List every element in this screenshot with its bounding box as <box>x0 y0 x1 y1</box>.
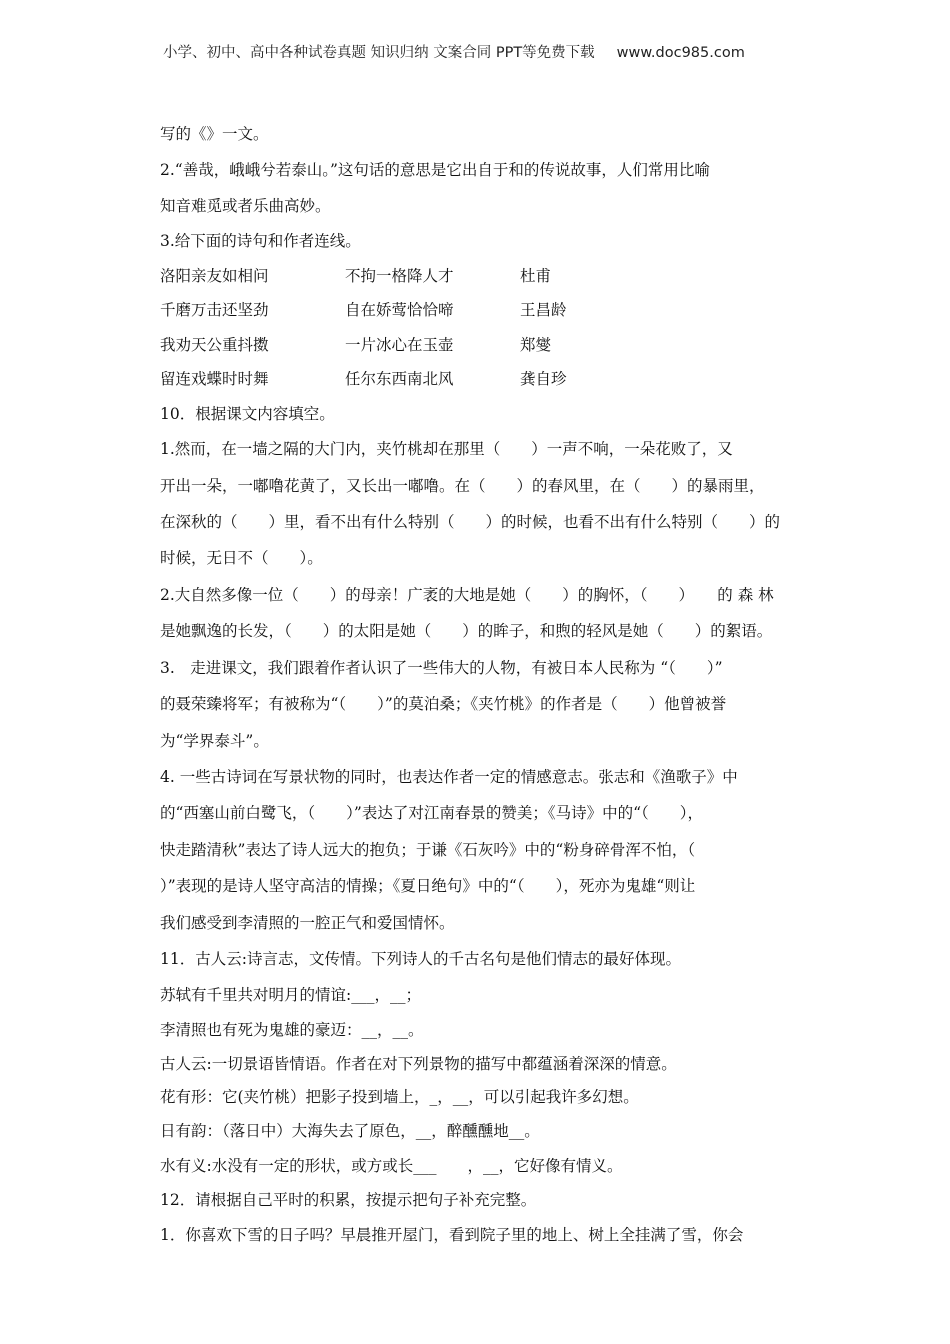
header-site: www.doc985.com <box>616 45 745 61</box>
text-line: 苏轼有千里共对明月的情谊:___，__； <box>160 986 421 1004</box>
text-line: 2.大自然多像一位（ ）的母亲！广袤的大地是她（ ）的胸怀，（ ） 的 森 林 <box>160 586 774 604</box>
text-line: 水有义:水没有一定的形状，或方或长___ ，__，它好像有情义。 <box>160 1157 623 1175</box>
text-line: 是她飘逸的长发，（ ）的太阳是她（ ）的眸子，和煦的轻风是她（ ）的絮语。 <box>160 622 773 640</box>
header-text: 小学、初中、高中各种试卷真题 知识归纳 文案合同 PPT等免费下载 <box>163 45 595 61</box>
text-line: 1.然而，在一墙之隔的大门内，夹竹桃却在那里（ ）一声不响，一朵花败了，又 <box>160 440 733 458</box>
text-line: 写的《》一文。 <box>160 125 269 143</box>
matching-cell: 留连戏蝶时时舞 <box>160 370 269 388</box>
matching-cell: 任尔东西南北风 <box>345 370 454 388</box>
matching-cell: 龚自珍 <box>520 370 567 388</box>
matching-cell: 一片冰心在玉壶 <box>345 336 454 354</box>
text-line: 我们感受到李清照的一腔正气和爱国情怀。 <box>160 914 455 932</box>
matching-cell: 王昌龄 <box>520 301 567 319</box>
text-line: 开出一朵，一嘟噜花黄了，又长出一嘟噜。在（ ）的春风里，在（ ）的暴雨里， <box>160 477 765 495</box>
text-line: 花有形：它(夹竹桃）把影子投到墙上，_，__，可以引起我许多幻想。 <box>160 1088 639 1106</box>
text-line: 11．古人云:诗言志，文传情。下列诗人的千古名句是他们情志的最好体现。 <box>160 950 681 968</box>
text-line: 为“学界泰斗”。 <box>160 732 269 750</box>
text-line: 快走踏清秋”表达了诗人远大的抱负；于谦《石灰吟》中的“粉身碎骨浑不怕，（ <box>160 841 696 859</box>
text-line: 李清照也有死为鬼雄的豪迈：__，__。 <box>160 1021 424 1039</box>
text-line: 古人云:一切景语皆情语。作者在对下列景物的描写中都蕴涵着深深的情意。 <box>160 1055 677 1073</box>
text-line: ）”表现的是诗人坚守高洁的情操；《夏日绝句》中的“（ ），死亦为鬼雄“则让 <box>160 877 696 895</box>
text-line: 在深秋的（ ）里，看不出有什么特别（ ）的时候，也看不出有什么特别（ ）的 <box>160 513 781 531</box>
matching-cell: 自在娇莺恰恰啼 <box>345 301 454 319</box>
matching-cell: 郑燮 <box>520 336 552 354</box>
text-line: 知音难觅或者乐曲高妙。 <box>160 197 331 215</box>
text-line: 日有韵：（落日中）大海失去了原色，__，醉醺醺地__。 <box>160 1122 540 1140</box>
matching-cell: 千磨万击还坚劲 <box>160 301 269 319</box>
text-line: 2.“善哉，峨峨兮若泰山。”这句话的意思是它出自于和的传说故事，人们常用比喻 <box>160 161 710 179</box>
text-line: 1．你喜欢下雪的日子吗？早晨推开屋门，看到院子里的地上、树上全挂满了雪，你会 <box>160 1226 744 1244</box>
matching-cell: 杜甫 <box>520 267 552 285</box>
text-line: 10．根据课文内容填空。 <box>160 405 335 423</box>
text-line: 时候，无日不（ ）。 <box>160 549 323 567</box>
matching-cell: 不拘一格降人才 <box>345 267 454 285</box>
text-line: 3. 走进课文，我们跟着作者认识了一些伟大的人物，有被日本人民称为 “（ ）” <box>160 659 723 677</box>
page-header <box>163 41 745 62</box>
text-line: 4. 一些古诗词在写景状物的同时，也表达作者一定的情感意志。张志和《渔歌子》中 <box>160 768 738 786</box>
matching-cell: 洛阳亲友如相问 <box>160 267 269 285</box>
matching-cell: 我劝天公重抖擞 <box>160 336 269 354</box>
text-line: 3.给下面的诗句和作者连线。 <box>160 232 361 250</box>
text-line: 的“西塞山前白鹭飞，（ ）”表达了对江南春景的赞美；《马诗》中的“（ ）， <box>160 804 704 822</box>
text-line: 的聂荣臻将军；有被称为“（ ）”的莫泊桑；《夹竹桃》的作者是（ ）他曾被誉 <box>160 695 727 713</box>
text-line: 12．请根据自己平时的积累，按提示把句子补充完整。 <box>160 1191 537 1209</box>
